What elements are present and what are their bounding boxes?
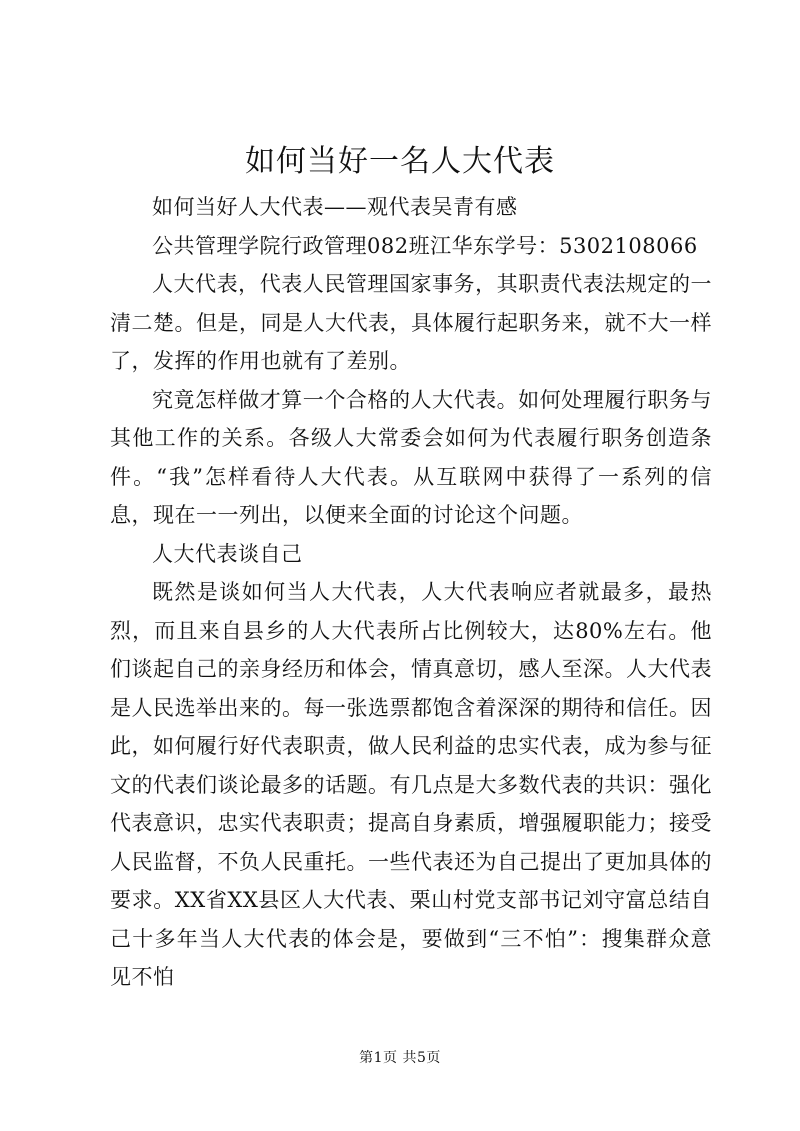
author-paragraph: 公共管理学院行政管理082班江华东学号：5302108066 [152,233,698,258]
subtitle-paragraph: 如何当好人大代表——观代表吴青有感 [152,195,518,219]
body-paragraph: 人大代表，代表人民管理国家事务，其职责代表法规定的一清二楚。但是，同是人大代表，具体履行起职务来，就不大一样了，发挥的作用也就有了差别。 [110,272,712,373]
body-paragraph: 既然是谈如何当人大代表，人大代表响应者就最多，最热烈，而且来自县乡的人大代表所占比例较大，达80%左右。他们谈起自己的亲身经历和体会，情真意切，感人至深。人大代表是人民选举出来的。每一张选票都饱含着深深的期待和信任。因此，如何履行好代表职责，做人民利益的忠实代表，成为参与征文的代表们谈论最多的话题。有几点是大多数代表的共识：强化代表意识，忠实代表职责；提高自身素质，增强履职能力；接受人民监督，不负人民重托。一些代表还为自己提出了更加具体的要求。XX省XX县区人大代表、栗山村党支部书记刘守富总结自己十多年当人大代表的体会是，要做到“三不怕”：搜集群众意见不怕 [110,580,712,989]
document-title: 如何当好一名人大代表 [245,144,555,179]
body-paragraph: 究竟怎样做才算一个合格的人大代表。如何处理履行职务与其他工作的关系。各级人大常委会如何为代表履行职务创造条件。“我”怎样看待人大代表。从互联网中获得了一系列的信息，现在一一列出，以便来全面的讨论这个问题。 [110,387,712,527]
section-heading: 人大代表谈自己 [152,541,303,566]
document-body [110,188,712,997]
page-number-footer: 第1页 共5页 [359,1050,441,1066]
